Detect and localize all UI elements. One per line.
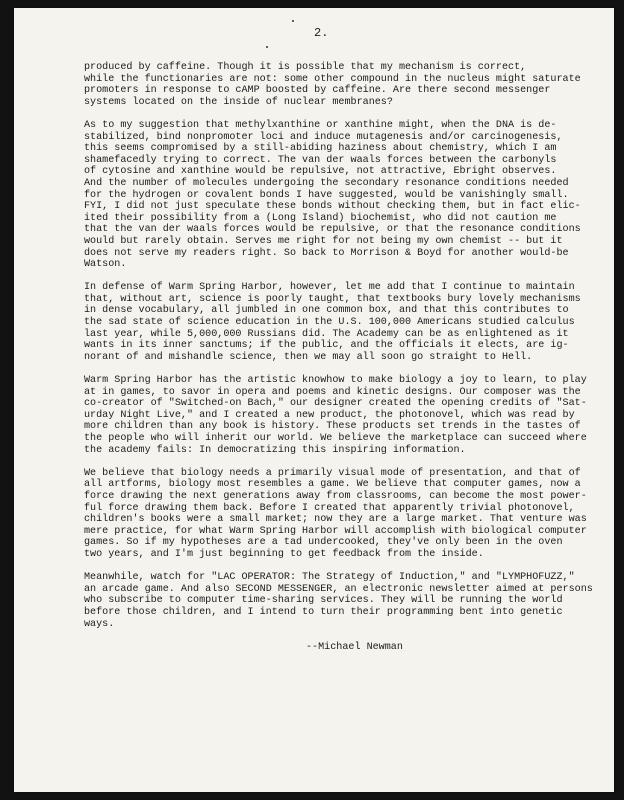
text-line: ways. bbox=[84, 618, 115, 630]
text-line: that the van der waals forces would be repulsive, or that the resonance conditions bbox=[84, 224, 581, 236]
text-line: Meanwhile, watch for "LAC OPERATOR: The Strategy of Induction," and "LYMPHOFUZZ," bbox=[84, 572, 575, 584]
text-line: games. So if my hypotheses are a tad undercooked, they've only been in the oven bbox=[84, 537, 563, 549]
text-line: norant of and mishandle science, then we may all soon go straight to Hell. bbox=[84, 351, 533, 363]
text-line: stabilized, bind nonpromoter loci and induce mutagenesis and/or carcinogenesis, bbox=[84, 131, 563, 143]
text-line: mere practice, for what Warm Spring Harbor will accomplish with biological computer bbox=[84, 525, 587, 537]
text-line: promoters in response to cAMP boosted by caffeine. Are there second messenger bbox=[84, 85, 551, 97]
ink-speck bbox=[292, 20, 294, 22]
text-line: the people who will inherit our world. We believe the marketplace can succeed where bbox=[84, 433, 587, 444]
text-line: the sad state of science education in the U.S. 100,000 Americans studied calculus bbox=[84, 317, 575, 329]
text-line: the academy fails: In democratizing this inspiring information. bbox=[84, 444, 466, 456]
text-line: more children than any book is history. These products set trends in the tastes of bbox=[84, 421, 581, 433]
text-line: We believe that biology needs a primarily visual mode of presentation, and that of bbox=[84, 467, 581, 479]
document-page bbox=[14, 8, 614, 792]
paragraph-defense bbox=[84, 282, 584, 363]
signature: --Michael Newman bbox=[306, 641, 403, 653]
text-line: In defense of Warm Spring Harbor, however, let me add that I continue to maintain bbox=[84, 282, 575, 294]
text-line: ited their possibility from a (Long Island) biochemist, who did not caution me bbox=[84, 212, 557, 224]
text-line: that, without art, science is poorly taught, that textbooks bury lovely mechanisms bbox=[84, 293, 581, 305]
ink-speck bbox=[266, 46, 268, 48]
text-line: who subscribe to computer time-sharing services. They will be running the world bbox=[84, 595, 563, 607]
text-line: an arcade game. And also SECOND MESSENGER, an electronic newsletter aimed at persons bbox=[84, 583, 593, 595]
paragraph-knowhow bbox=[84, 375, 587, 456]
text-line: Warm Spring Harbor has the artistic knowhow to make biology a joy to learn, to play bbox=[84, 375, 587, 387]
paragraph-meanwhile bbox=[84, 572, 593, 630]
paragraph-caffeine bbox=[84, 62, 584, 108]
text-line: wants in its inner sanctums; if the public, and the officials it elects, are ig- bbox=[84, 340, 569, 352]
text-line: of cytosine and xanthine would be repulsive, not attractive, Ebright observes. bbox=[84, 166, 557, 178]
text-line: before those children, and I intend to turn their programming bent into genetic bbox=[84, 606, 563, 618]
paragraph-visual-mode bbox=[84, 467, 587, 561]
text-line: produced by caffeine. Though it is possible that my mechanism is correct, bbox=[84, 62, 527, 73]
text-line: ful force drawing them back. Before I created that apparently trivial photonovel, bbox=[84, 502, 575, 514]
text-line: in dense vocabulary, all jumbled in one common box, and that this contributes to bbox=[84, 305, 569, 317]
text-line: urday Night Live," and I created a new product, the photonovel, which was read by bbox=[84, 409, 575, 421]
text-line: for the hydrogen or covalent bonds I have suggested, would be vanishingly small. bbox=[84, 189, 569, 201]
text-line: shamefacedly trying to correct. The van der waals forces between the carbonyls bbox=[84, 154, 557, 166]
text-line: does not serve my readers right. So back to Morrison & Boyd for another would-be bbox=[84, 247, 569, 259]
text-line: As to my suggestion that methylxanthine or xanthine might, when the DNA is de- bbox=[84, 119, 557, 131]
text-line: children's books were a small market; now they are a large market. That venture was bbox=[84, 514, 587, 526]
text-line: systems located on the inside of nuclear membranes? bbox=[84, 96, 393, 108]
text-line: all artforms, biology most resembles a game. We believe that computer games, now a bbox=[84, 479, 581, 491]
text-line: would but rarely obtain. Serves me right for not being my own chemist -- but it bbox=[84, 235, 563, 247]
text-line: force drawing the next generations away from classrooms, can become the most power- bbox=[84, 490, 587, 502]
text-line: while the functionaries are not: some other compound in the nucleus might saturate bbox=[84, 73, 581, 85]
text-line: And the number of molecules undergoing the secondary resonance conditions needed bbox=[84, 177, 569, 189]
text-line: FYI, I did not just speculate these bonds without checking them, but in fact elic- bbox=[84, 201, 581, 213]
text-line: Watson. bbox=[84, 259, 127, 271]
text-line: at in games, to savor in opera and poems and kinetic designs. Our composer was the bbox=[84, 386, 581, 398]
paragraph-chemistry bbox=[84, 120, 584, 271]
text-line: last year, while 5,000,000 Russians did. The Academy can be as enlightened as it bbox=[84, 328, 569, 340]
letter-body bbox=[84, 62, 593, 653]
text-line: this seems compromised by a still-abiding haziness about chemistry, which I am bbox=[84, 143, 557, 155]
page-number: 2. bbox=[314, 26, 329, 40]
text-line: two years, and I'm just beginning to get feedback from the inside. bbox=[84, 548, 484, 560]
text-line: co-creator of "Switched-on Bach," our designer created the opening credits of "Sat- bbox=[84, 398, 587, 410]
